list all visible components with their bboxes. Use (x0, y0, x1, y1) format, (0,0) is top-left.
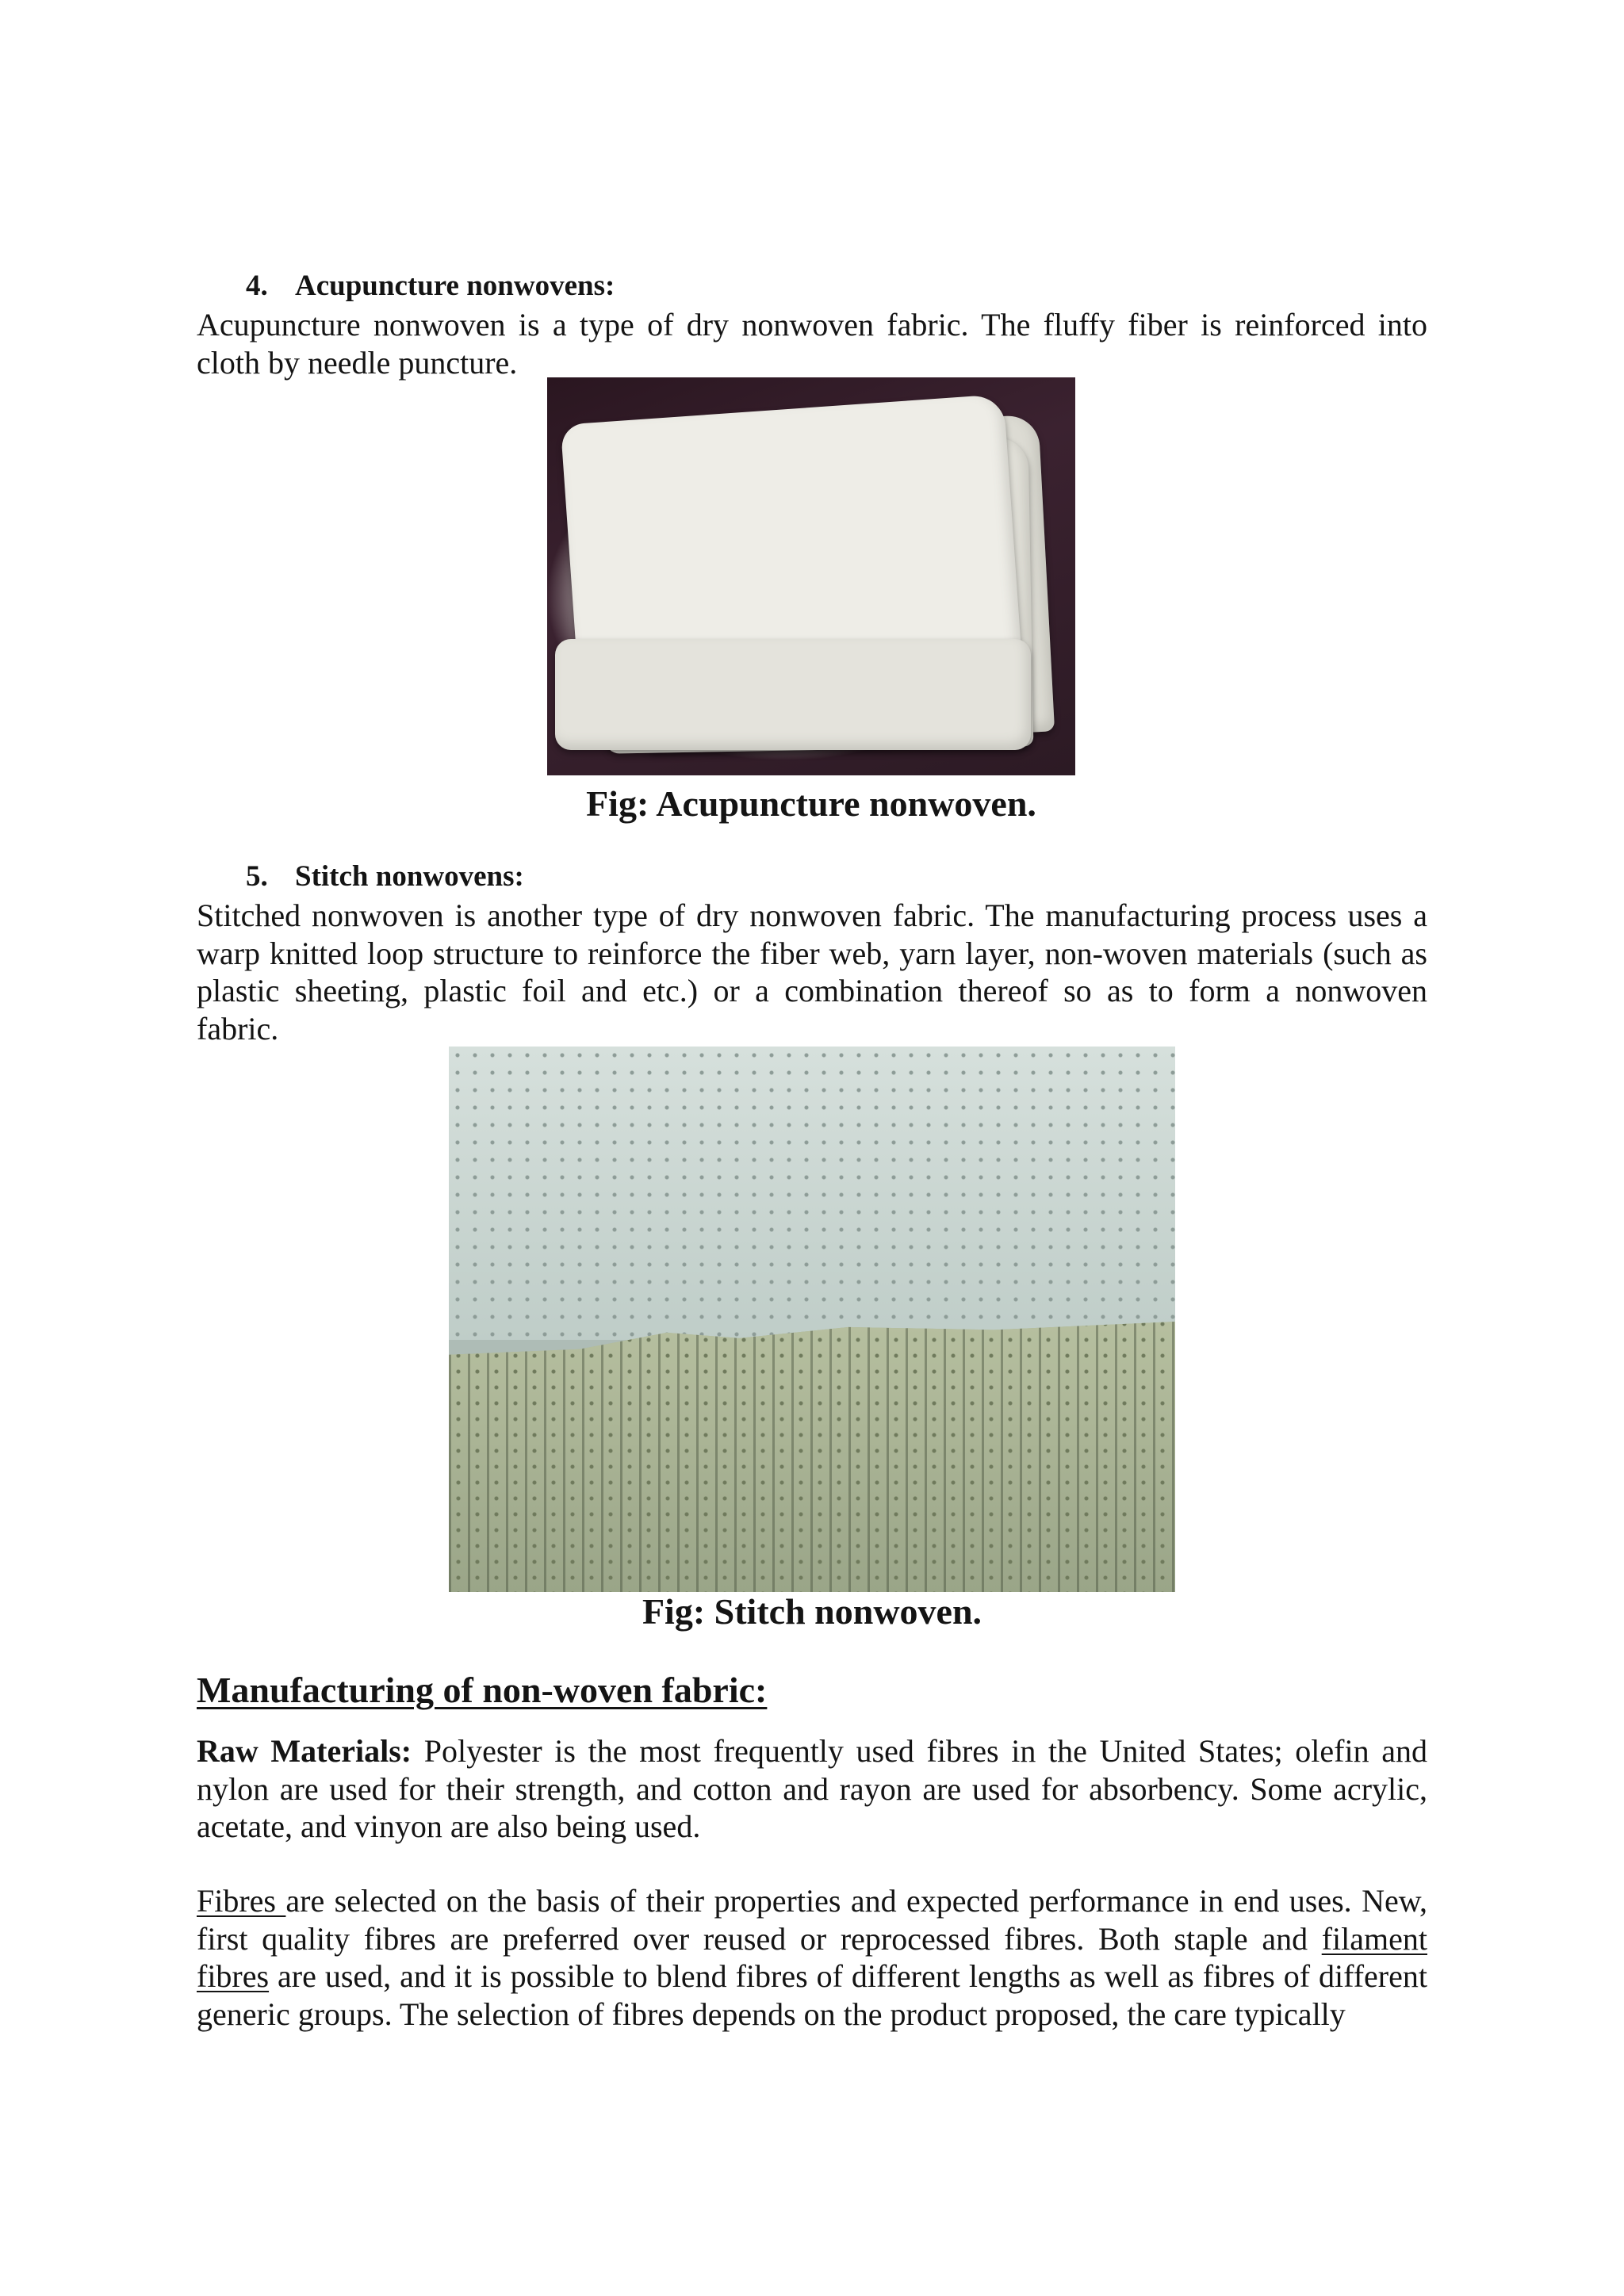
manufacturing-section-title: Manufacturing of non-woven fabric: (197, 1670, 768, 1710)
fibres-text-2: are used, and it is possible to blend fibres of different lengths as well as fibres of different (269, 1958, 1427, 1994)
section-4-paragraph-line-1: Acupuncture nonwoven is a type of dry nonwoven fabric. The fluffy fiber is reinforced into (197, 307, 1427, 342)
section-5-title: Stitch nonwovens: (295, 860, 524, 893)
section-4-title: Acupuncture nonwovens: (295, 270, 615, 302)
acupuncture-figure-caption: Fig: Acupuncture nonwoven. (586, 783, 1036, 824)
stitch-figure-caption: Fig: Stitch nonwoven. (642, 1591, 982, 1632)
fibres-last-line: generic groups. The selection of fibres depends on the product proposed, the care typically (197, 1996, 1346, 2032)
section-4-paragraph (197, 306, 1427, 381)
section-4-paragraph-line-2: cloth by needle puncture. (197, 344, 518, 381)
section-5-heading (246, 859, 524, 894)
fibres-link[interactable]: Fibres (197, 1883, 286, 1919)
raw-materials-last-line: acetate, and vinyon are also being used. (197, 1808, 701, 1844)
acupuncture-nonwoven-photo (547, 377, 1075, 775)
filament-fibres-link[interactable]: filament fibres (197, 1920, 1427, 1994)
section-5-paragraph-body: Stitched nonwoven is another type of dry nonwoven fabric. The manufacturing process uses a warp knitted loop structure to reinforce the fiber web, yarn layer, non-woven materials (such as plastic sheeting, plastic foil and etc.) or a combination thereof so as to form a nonwoven (197, 897, 1427, 1008)
stitch-nonwoven-photo (449, 1047, 1175, 1592)
raw-materials-paragraph (197, 1732, 1427, 1846)
fibres-text-1: are selected on the basis of their properties and expected performance in end uses. New, first quality fibres are preferred over reused or reprocessed fibres. Both staple and (197, 1883, 1427, 1957)
section-5-paragraph (197, 897, 1427, 1047)
section-5-number: 5. (246, 860, 268, 893)
raw-materials-body: Polyester is the most frequently used fibres in the United States; olefin and nylon are used for their strength, and cotton and rayon are used for absorbency. Some acrylic, (197, 1733, 1428, 1807)
section-4-heading (246, 269, 615, 304)
section-5-paragraph-last: fabric. (197, 1010, 279, 1047)
raw-materials-label: Raw Materials: (197, 1733, 412, 1769)
section-4-number: 4. (246, 270, 268, 302)
fibres-paragraph (197, 1882, 1427, 2033)
